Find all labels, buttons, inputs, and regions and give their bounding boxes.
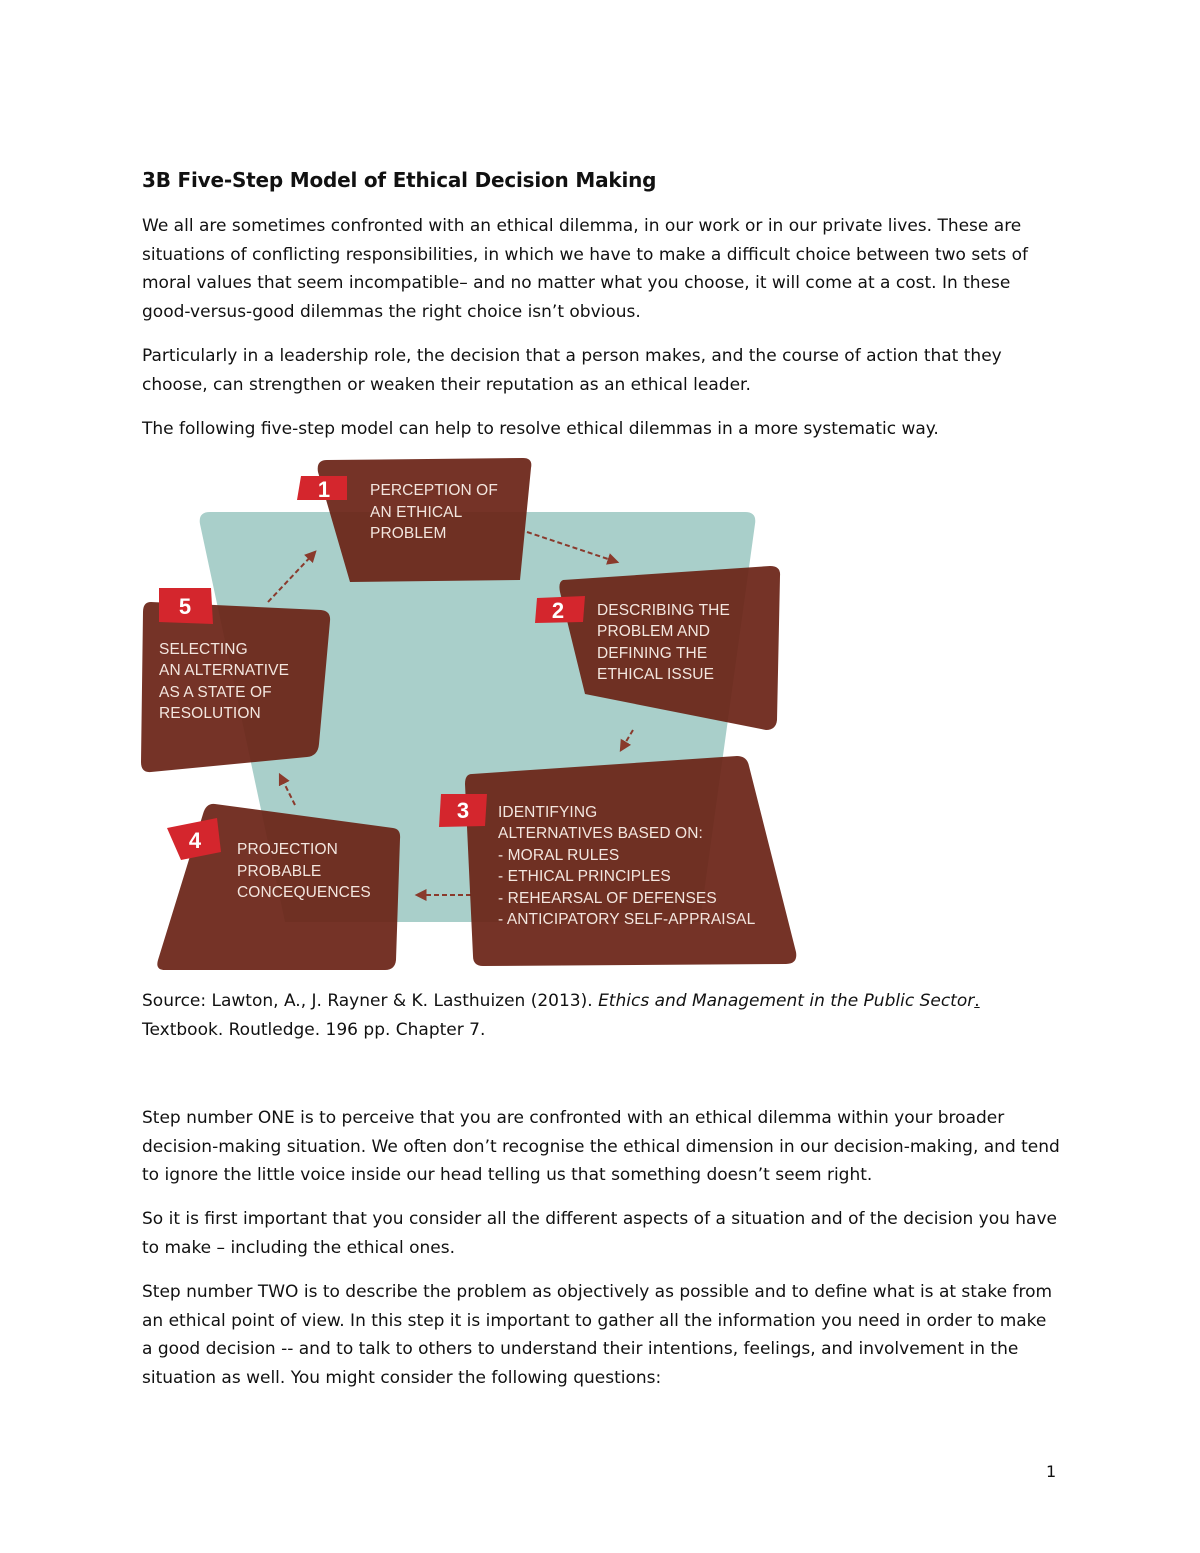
source-citation	[142, 987, 1042, 1045]
step-3-line-4: - ETHICAL PRINCIPLES	[498, 868, 671, 885]
source-book-title: Ethics and Management in the Public Sector	[598, 991, 975, 1011]
source-suffix: Textbook. Routledge. 196 pp. Chapter 7.	[142, 1020, 486, 1040]
step-2-line-3: DEFINING THE	[597, 645, 708, 662]
step-4-line-3: CONCEQUENCES	[237, 884, 371, 901]
step-1-number: 1	[317, 477, 331, 502]
page-number: 1	[1046, 1462, 1057, 1481]
body-paragraph-3: Step number TWO is to describe the problem as objectively as possible and to define what is at stake from an ethical point of view. In this step it is important to gather all the information you need in order to make a good decision -- and to talk to others to understand their intentions, feelings, and involvement in the situation as well. You might consider the following questions:	[142, 1282, 1053, 1388]
body-paragraph-1: Step number ONE is to perceive that you are confronted with an ethical dilemma within your broader decision-making situation. We often don’t recognise the ethical dimension in our decision-making, and tend to ignore the little voice inside our head telling us that something doesn’t seem right.	[142, 1108, 1060, 1185]
document-title: 3B Five-Step Model of Ethical Decision Making	[142, 168, 657, 192]
step-5-card	[141, 588, 330, 772]
step-3-line-1: IDENTIFYING	[498, 804, 598, 821]
step-1-line-1: PERCEPTION OF	[370, 482, 498, 499]
step-1-line-3: PROBLEM	[370, 525, 447, 542]
intro-paragraph-3: The following five-step model can help to resolve ethical dilemmas in a more systematic way.	[142, 419, 939, 439]
step-4-line-2: PROBABLE	[237, 863, 322, 880]
step-5-number: 5	[178, 594, 192, 619]
intro-paragraph-1: We all are sometimes confronted with an ethical dilemma, in our work or in our private lives. These are situations of conflicting responsibilities, in which we have to make a difficult choice between two sets of moral values that seem incompatible– and no matter what you choose, it will come at a cost. In these good-versus-good dilemmas the right choice isn’t obvious.	[142, 216, 1028, 322]
source-separator: .	[974, 991, 980, 1011]
source-prefix: Source: Lawton, A., J. Rayner & K. Lasthuizen (2013).	[142, 991, 599, 1011]
step-3-line-6: - ANTICIPATORY SELF-APPRAISAL	[498, 911, 756, 928]
intro-paragraph-2: Particularly in a leadership role, the decision that a person makes, and the course of action that they choose, can strengthen or weaken their reputation as an ethical leader.	[142, 346, 1002, 395]
step-1-line-2: AN ETHICAL	[370, 504, 463, 521]
step-4-number: 4	[188, 828, 202, 853]
step-3-card	[439, 756, 796, 966]
step-2-number: 2	[551, 598, 565, 623]
step-4-line-1: PROJECTION	[237, 841, 338, 858]
step-2-line-1: DESCRIBING THE	[597, 602, 730, 619]
step-2-line-2: PROBLEM AND	[597, 623, 711, 640]
step-3-line-2: ALTERNATIVES BASED ON:	[498, 825, 703, 842]
body-paragraph-2: So it is first important that you consider all the different aspects of a situation and of the decision you have to make – including the ethical ones.	[142, 1209, 1057, 1258]
five-step-model-diagram	[135, 452, 805, 977]
step-5-line-1: SELECTING	[159, 641, 248, 658]
step-5-line-4: RESOLUTION	[159, 705, 261, 722]
step-3-number: 3	[456, 798, 470, 823]
step-5-line-2: AN ALTERNATIVE	[159, 662, 290, 679]
step-5-line-3: AS A STATE OF	[159, 684, 272, 701]
step-2-line-4: ETHICAL ISSUE	[597, 666, 715, 683]
step-4-card	[157, 804, 400, 970]
step-3-line-3: - MORAL RULES	[498, 847, 620, 864]
step-3-line-5: - REHEARSAL OF DEFENSES	[498, 890, 717, 907]
